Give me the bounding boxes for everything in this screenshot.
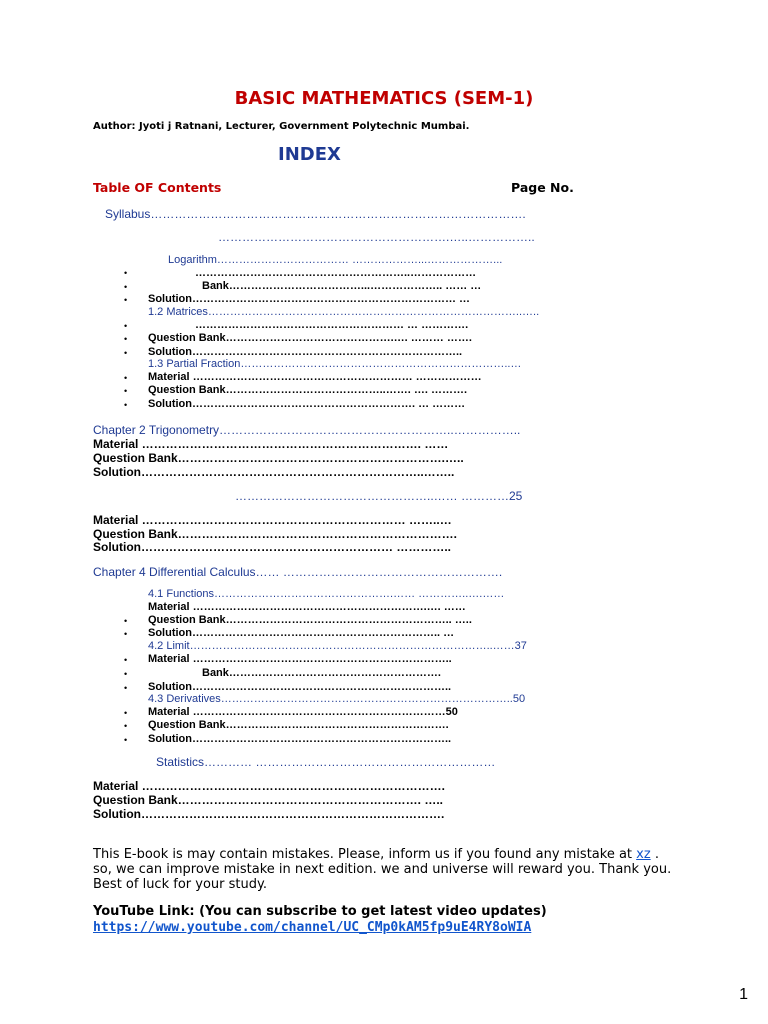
toc-label: Table OF Contents [93,180,222,195]
toc-partial-fraction[interactable]: 1.3 Partial Fraction………………………………………………………………..… [148,358,522,370]
toc-mat-solution[interactable]: Solution……………………………………………………………….. [148,346,463,358]
page-no-label: Page No. [511,180,574,195]
toc-fn-qb[interactable]: Question Bank…………………………………………………….. ….. [148,614,472,626]
toc-stat-qb[interactable]: Question Bank……………………………………………………. ….. [93,793,444,807]
bullet: • [124,629,128,639]
bullet: • [124,735,128,745]
toc-lim-solution[interactable]: Solution…………………………………………………………….. [148,681,452,693]
toc-limit[interactable]: 4.2 Limit………………………………………………………………………..……37 [148,640,527,652]
toc-der-material[interactable]: Material ……………………………………………………………50 [148,706,458,718]
toc-stat-material[interactable]: Material …………………………………………………………………. [93,779,446,793]
toc-log-solution[interactable]: Solution……………………………………………………………… … [148,293,471,305]
bullet: • [124,373,128,383]
toc-syllabus[interactable]: Syllabus…………………………………………………………………………………. [105,207,526,221]
toc-log-bank[interactable]: Bank………………………………...……………….. …… … [202,280,482,292]
contact-link[interactable]: xz [636,847,651,862]
page-number: 1 [739,986,748,1003]
toc-lim-bank[interactable]: Bank…………………………………………………. [202,667,441,679]
disclaimer-end: . [650,847,659,862]
bullet: • [124,268,128,278]
author-line: Author: Jyoti j Ratnani, Lecturer, Government Polytechnic Mumbai. [93,121,470,132]
bullet: • [124,721,128,731]
disclaimer-line-1 [93,847,659,862]
toc-lim-material[interactable]: Material …………………………………………………………….. [148,653,452,665]
toc-statistics[interactable]: Statistics………… …………………………………………………… [156,755,496,769]
toc-fn-solution[interactable]: Solution………………………………………………………….. … [148,627,455,639]
toc-ch3-solution[interactable]: Solution……………………………………………………… ………….. [93,540,451,554]
toc-logarithm[interactable]: Logarithm……………………………… ………………...………………... [168,254,503,266]
toc-chapter2[interactable]: Chapter 2 Trigonometry…………………………………………………..…………….. [93,423,521,437]
toc-ch3-material[interactable]: Material ………………………………………………………… ……..… [93,513,452,527]
toc-log-material[interactable]: …………………………………………………..……………… [195,267,477,279]
toc-chapter4[interactable]: Chapter 4 Differential Calculus…… ………………………………………………. [93,565,503,579]
toc-stat-solution[interactable]: Solution…………………………………………………………………. [93,807,445,821]
bullet: • [124,708,128,718]
toc-chapter3[interactable]: …………………………………………..…… …………25 [235,489,523,503]
document-title: BASIC MATHEMATICS (SEM-1) [234,88,534,109]
bullet: • [124,348,128,358]
bullet: • [124,321,128,331]
youtube-label: YouTube Link: (You can subscribe to get latest video updates) [93,904,547,919]
toc-pf-qb[interactable]: Question Bank……………………………………..……. …. ………. [148,384,468,396]
toc-pf-material[interactable]: Material …………………………………………………… ……………… [148,371,482,383]
toc-der-qb[interactable]: Question Bank……………………………………………………. [148,719,449,731]
toc-chapter1[interactable]: ………………………………………………….…..…………….. [218,230,535,244]
bullet: • [124,683,128,693]
toc-ch2-qb[interactable]: Question Bank………………………………………………………….….. [93,451,464,465]
toc-fn-material[interactable]: Material ……………………………………………………….…. …… [148,601,466,613]
toc-pf-solution[interactable]: Solution……………………………………………………. … ……… [148,398,466,410]
disclaimer-line-3: Best of luck for your study. [93,877,267,892]
toc-functions[interactable]: 4.1 Functions………………………………………….…… …………..….…… [148,588,505,600]
toc-ch2-solution[interactable]: Solution……………………………………………………………..…….. [93,465,455,479]
bullet: • [124,386,128,396]
bullet: • [124,669,128,679]
toc-ch3-qb[interactable]: Question Bank……………………………………………………………. [93,527,458,541]
bullet: • [124,616,128,626]
toc-mat-qb[interactable]: Question Bank……………………………………….…. ……… ……. [148,332,472,344]
toc-derivatives[interactable]: 4.3 Derivatives……………………………………………………………………..50 [148,693,526,705]
index-heading: INDEX [278,144,341,165]
toc-ch2-material[interactable]: Material ……………………………………………………………. …… [93,437,449,451]
toc-mat-material[interactable]: ………………………………………………… … …………. [195,319,469,331]
bullet: • [124,400,128,410]
youtube-link[interactable]: https://www.youtube.com/channel/UC_CMp0kAM5fp9uE4RY8oWIA [93,920,532,935]
bullet: • [124,295,128,305]
bullet: • [124,282,128,292]
toc-matrices[interactable]: 1.2 Matrices…………………………………………………………………………..….. [148,306,540,318]
disclaimer-text: This E-book is may contain mistakes. Please, inform us if you found any mistake at [93,847,637,862]
disclaimer-line-2: so, we can improve mistake in next edition. we and universe will reward you. Thank you. [93,862,672,877]
toc-der-solution[interactable]: Solution…………………………………………………………….. [148,733,452,745]
bullet: • [124,334,128,344]
bullet: • [124,655,128,665]
